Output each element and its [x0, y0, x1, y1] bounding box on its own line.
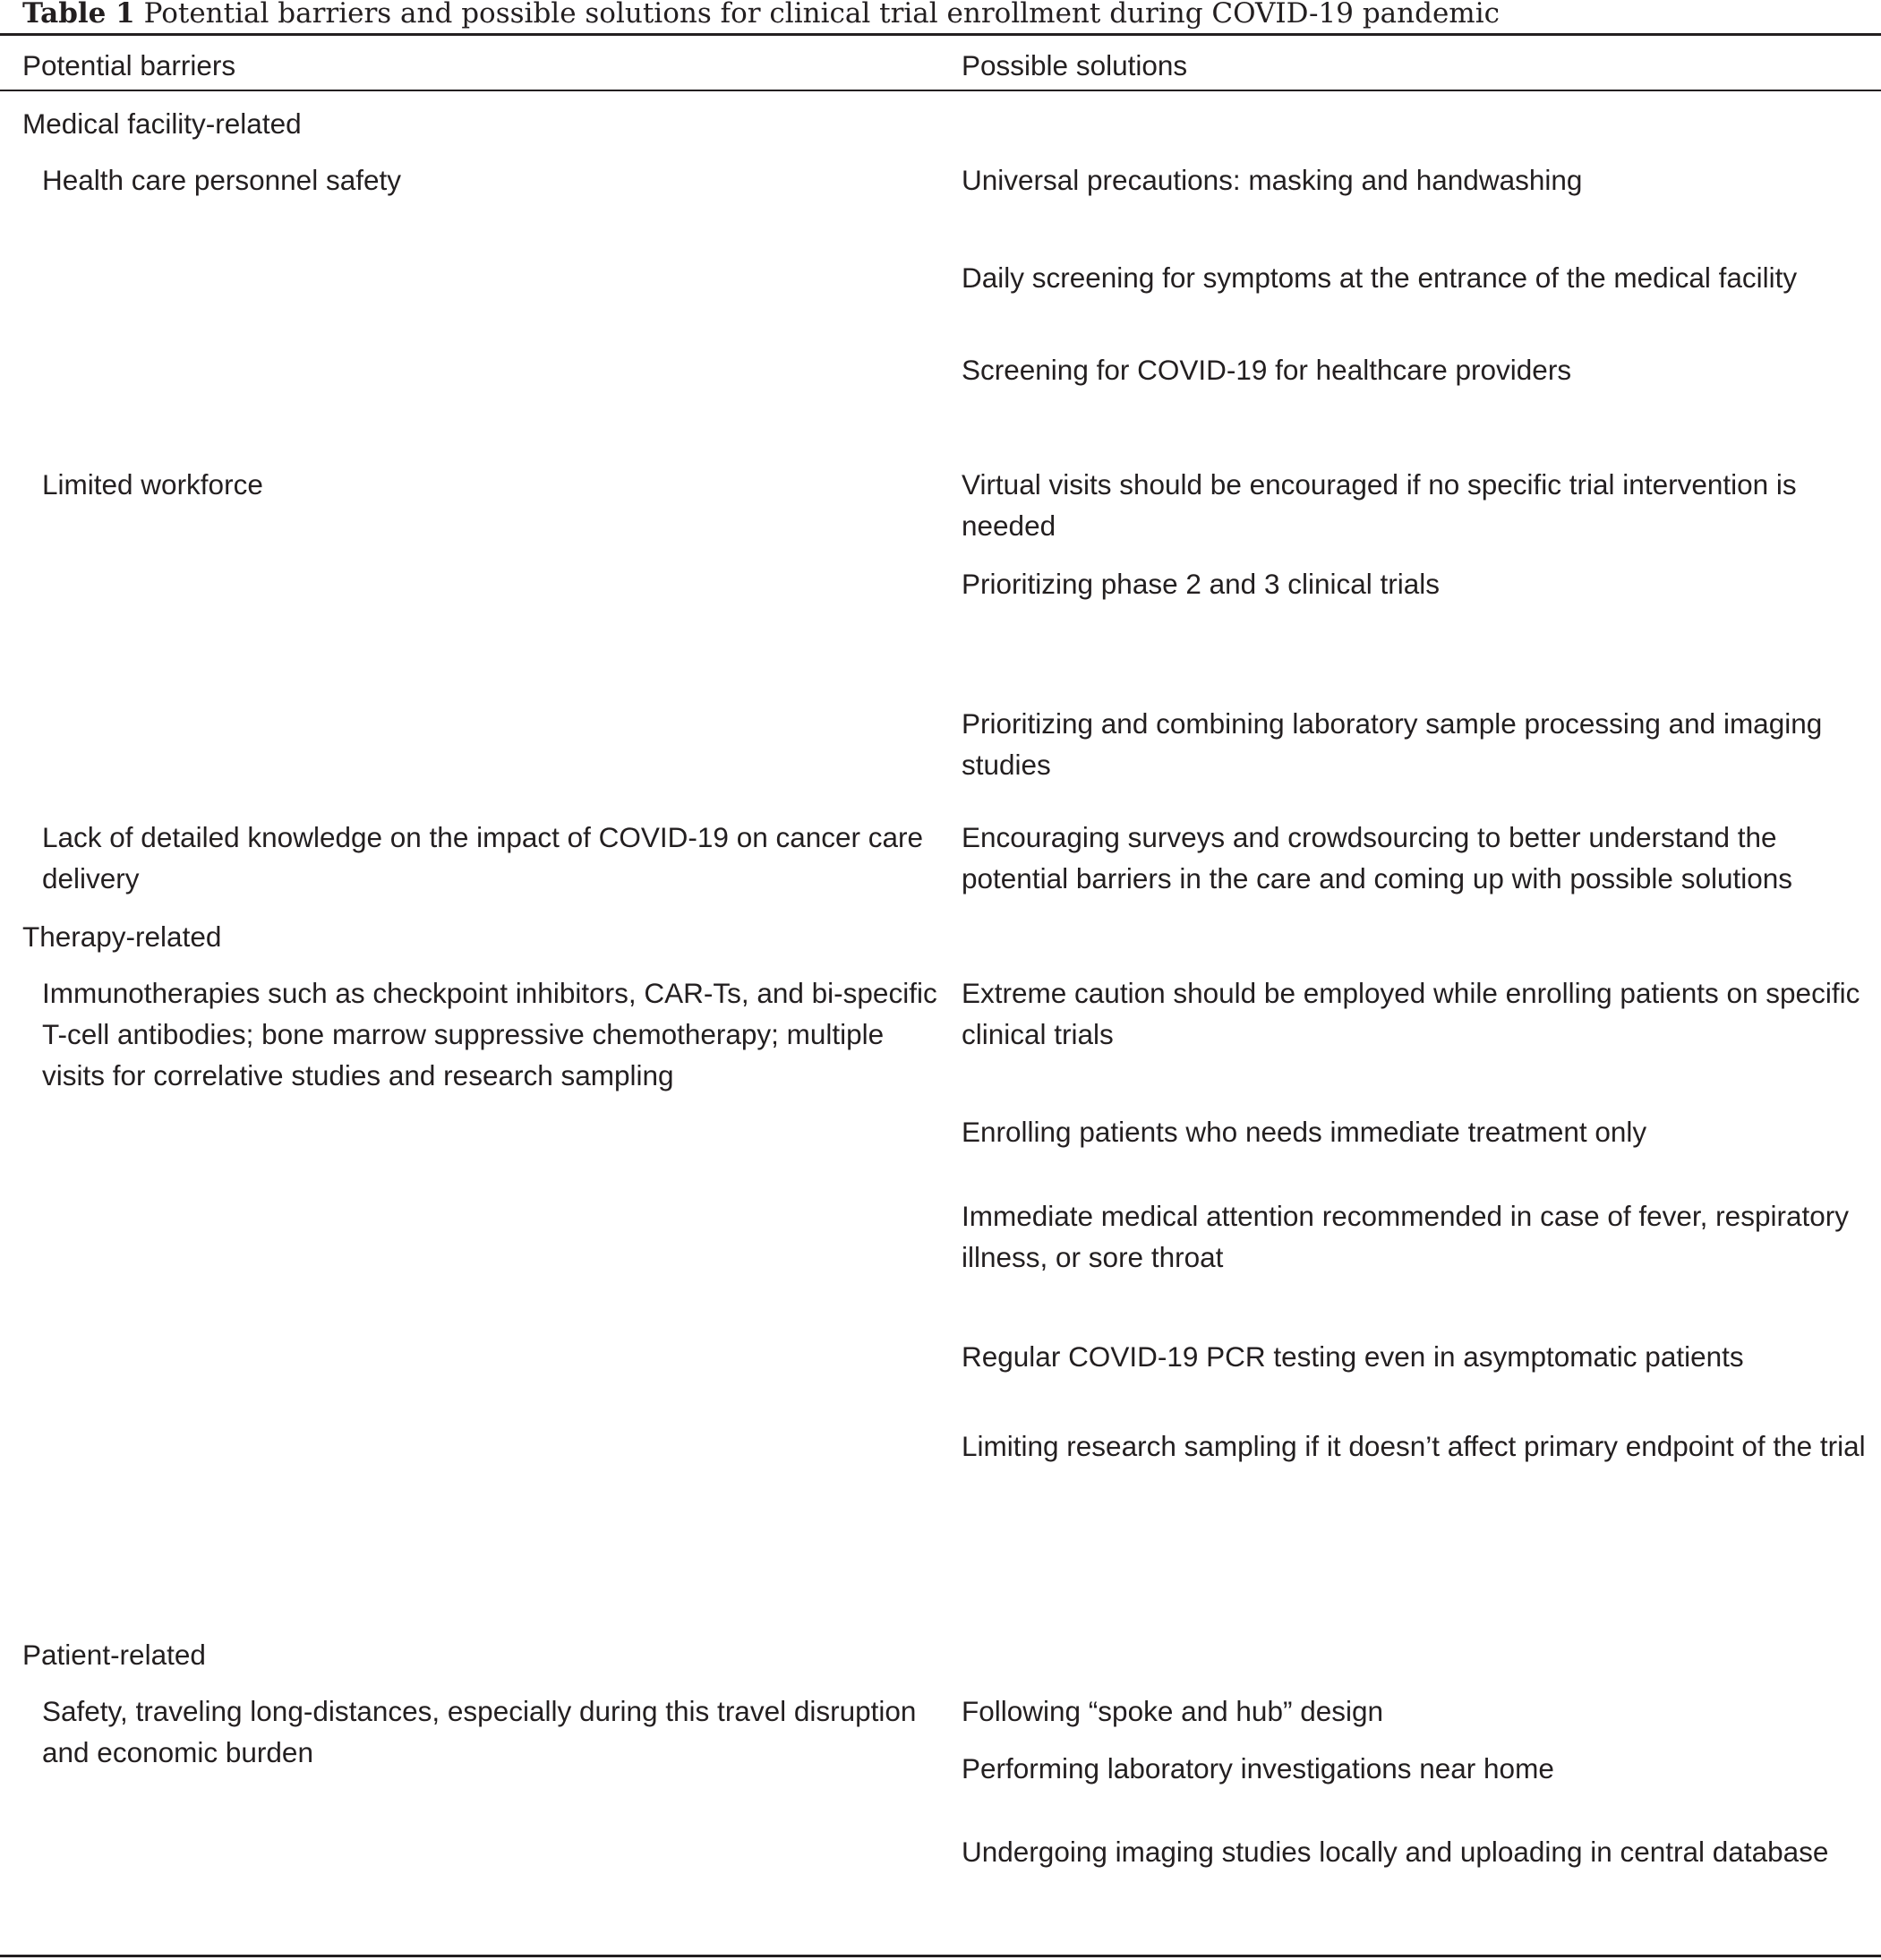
- top-rule: [0, 33, 1881, 36]
- section-heading-patient: Patient-related: [22, 1639, 206, 1671]
- solution-universal-precautions: Universal precautions: masking and handwashing: [962, 164, 1583, 196]
- barrier-limited-workforce: Limited workforce: [42, 468, 263, 501]
- solution-lab-near-home: Performing laboratory investigations near home: [962, 1752, 1554, 1785]
- solution-daily-screening: Daily screening for symptoms at the entrance of the medical facility: [962, 261, 1798, 294]
- solution-surveys-crowdsourcing: Encouraging surveys and crowdsourcing to better understand the potential barriers in the care and coming up with possible solutions: [962, 821, 1793, 894]
- barrier-immunotherapies: Immunotherapies such as checkpoint inhibitors, CAR-Ts, and bi-specific T-cell antibodies; bone marrow suppressive chemotherapy; multiple visits for correlative studies and research sampling: [42, 977, 937, 1091]
- column-header-solutions: Possible solutions: [962, 49, 1188, 81]
- barrier-health-care-personnel-safety: Health care personnel safety: [42, 164, 401, 196]
- column-header-barriers: Potential barriers: [22, 49, 236, 81]
- solution-prioritizing-lab-imaging: Prioritizing and combining laboratory sample processing and imaging studies: [962, 707, 1823, 781]
- solution-immediate-medical-attention: Immediate medical attention recommended in case of fever, respiratory illness, or sore throat: [962, 1200, 1849, 1273]
- solution-spoke-and-hub: Following “spoke and hub” design: [962, 1695, 1384, 1727]
- solution-virtual-visits: Virtual visits should be encouraged if no specific trial intervention is needed: [962, 468, 1797, 542]
- bottom-rule: [0, 1955, 1881, 1957]
- solution-limiting-research-sampling: Limiting research sampling if it doesn’t affect primary endpoint of the trial: [962, 1430, 1866, 1462]
- solution-imaging-locally: Undergoing imaging studies locally and uploading in central database: [962, 1836, 1829, 1868]
- section-heading-medical-facility: Medical facility-related: [22, 107, 302, 140]
- solution-prioritizing-phase-trials: Prioritizing phase 2 and 3 clinical trials: [962, 568, 1441, 600]
- solution-enrolling-immediate-treatment: Enrolling patients who needs immediate treatment only: [962, 1116, 1647, 1148]
- solution-regular-pcr-testing: Regular COVID-19 PCR testing even in asymptomatic patients: [962, 1340, 1744, 1373]
- barrier-lack-of-knowledge: Lack of detailed knowledge on the impact of COVID-19 on cancer care delivery: [42, 821, 924, 894]
- solution-screening-healthcare-providers: Screening for COVID-19 for healthcare providers: [962, 354, 1572, 386]
- table-caption-text: Potential barriers and possible solutions for clinical trial enrollment during COVID-19 pandemic: [143, 0, 1500, 30]
- table-caption-label: Table 1: [22, 0, 135, 30]
- barrier-safety-traveling: Safety, traveling long-distances, especially during this travel disruption and economic burden: [42, 1695, 917, 1768]
- header-rule: [0, 90, 1881, 91]
- solution-extreme-caution: Extreme caution should be employed while enrolling patients on specific clinical trials: [962, 977, 1860, 1050]
- section-heading-therapy: Therapy-related: [22, 920, 222, 953]
- table-caption: [22, 0, 1500, 32]
